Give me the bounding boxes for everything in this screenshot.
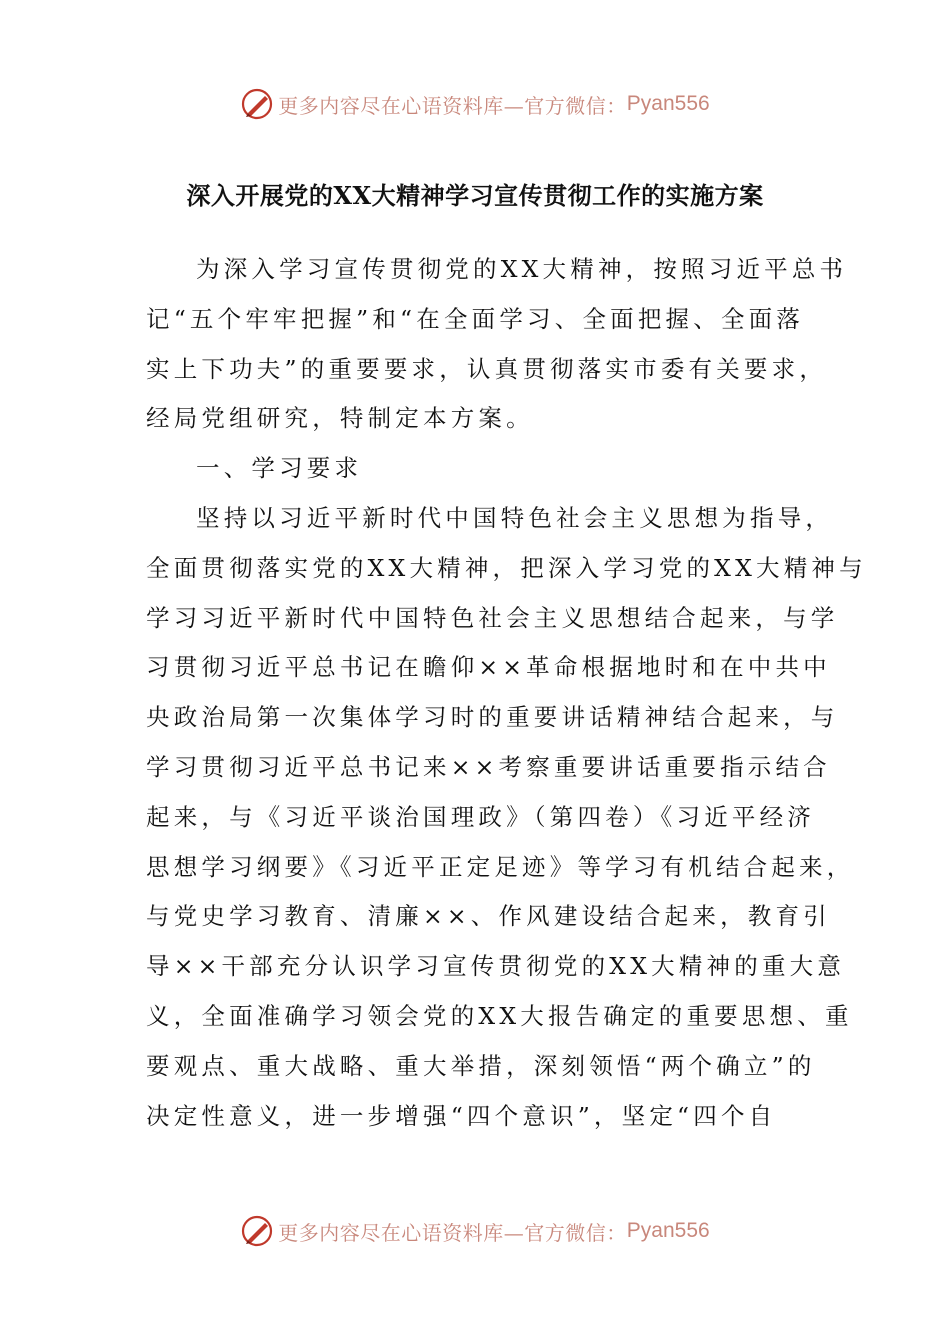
section-heading: 一、学习要求	[196, 454, 363, 483]
body-line: 坚持以习近平新时代中国特色社会主义思想为指导，	[196, 503, 834, 532]
body-line: 记“五个牢牢把握”和“在全面学习、全面把握、全面落	[146, 304, 805, 333]
pen-logo-icon	[240, 1214, 274, 1248]
body-line: 学习习近平新时代中国特色社会主义思想结合起来，与学	[146, 603, 839, 632]
watermark-text: 更多内容尽在心语资料库—官方微信：	[278, 93, 627, 118]
body-line: 决定性意义，进一步增强“四个意识”，坚定“四个自	[146, 1101, 777, 1130]
body-line: 学习贯彻习近平总书记来××考察重要讲话重要指示结合	[146, 752, 831, 781]
body-line: 起来，与《习近平谈治国理政》（第四卷）《习近平经济	[146, 802, 815, 831]
document-body	[146, 245, 867, 1141]
watermark-wechat-id: Pyan556	[626, 1219, 710, 1242]
body-line: 习贯彻习近平总书记在瞻仰××革命根据地时和在中共中	[146, 653, 831, 682]
body-line: 与党史学习教育、清廉××、作风建设结合起来，教育引	[146, 902, 831, 931]
header-watermark	[0, 84, 950, 124]
body-line: 要观点、重大战略、重大举措，深刻领悟“两个确立”的	[146, 1051, 816, 1080]
document-title: 深入开展党的XX大精神学习宣传贯彻工作的实施方案	[186, 181, 764, 210]
body-line: 实上下功夫”的重要要求，认真贯彻落实市委有关要求，	[146, 354, 828, 383]
watermark-wechat-id: Pyan556	[626, 92, 710, 115]
pen-logo-icon	[240, 87, 274, 121]
body-line: 经局党组研究，特制定本方案。	[146, 404, 534, 433]
footer-watermark	[0, 1211, 950, 1251]
body-line: 央政治局第一次集体学习时的重要讲话精神结合起来，与	[146, 703, 839, 732]
body-line: 导××干部充分认识学习宣传贯彻党的XX大精神的重大意	[146, 952, 846, 981]
body-line: 义，全面准确学习领会党的XX大报告确定的重要思想、重	[146, 1001, 853, 1030]
body-line: 全面贯彻落实党的XX大精神，把深入学习党的XX大精神与	[146, 553, 867, 582]
body-line: 为深入学习宣传贯彻党的XX大精神，按照习近平总书	[196, 255, 848, 283]
watermark-text: 更多内容尽在心语资料库—官方微信：	[278, 1220, 627, 1245]
body-line: 思想学习纲要》《习近平正定足迹》等学习有机结合起来，	[146, 852, 855, 881]
